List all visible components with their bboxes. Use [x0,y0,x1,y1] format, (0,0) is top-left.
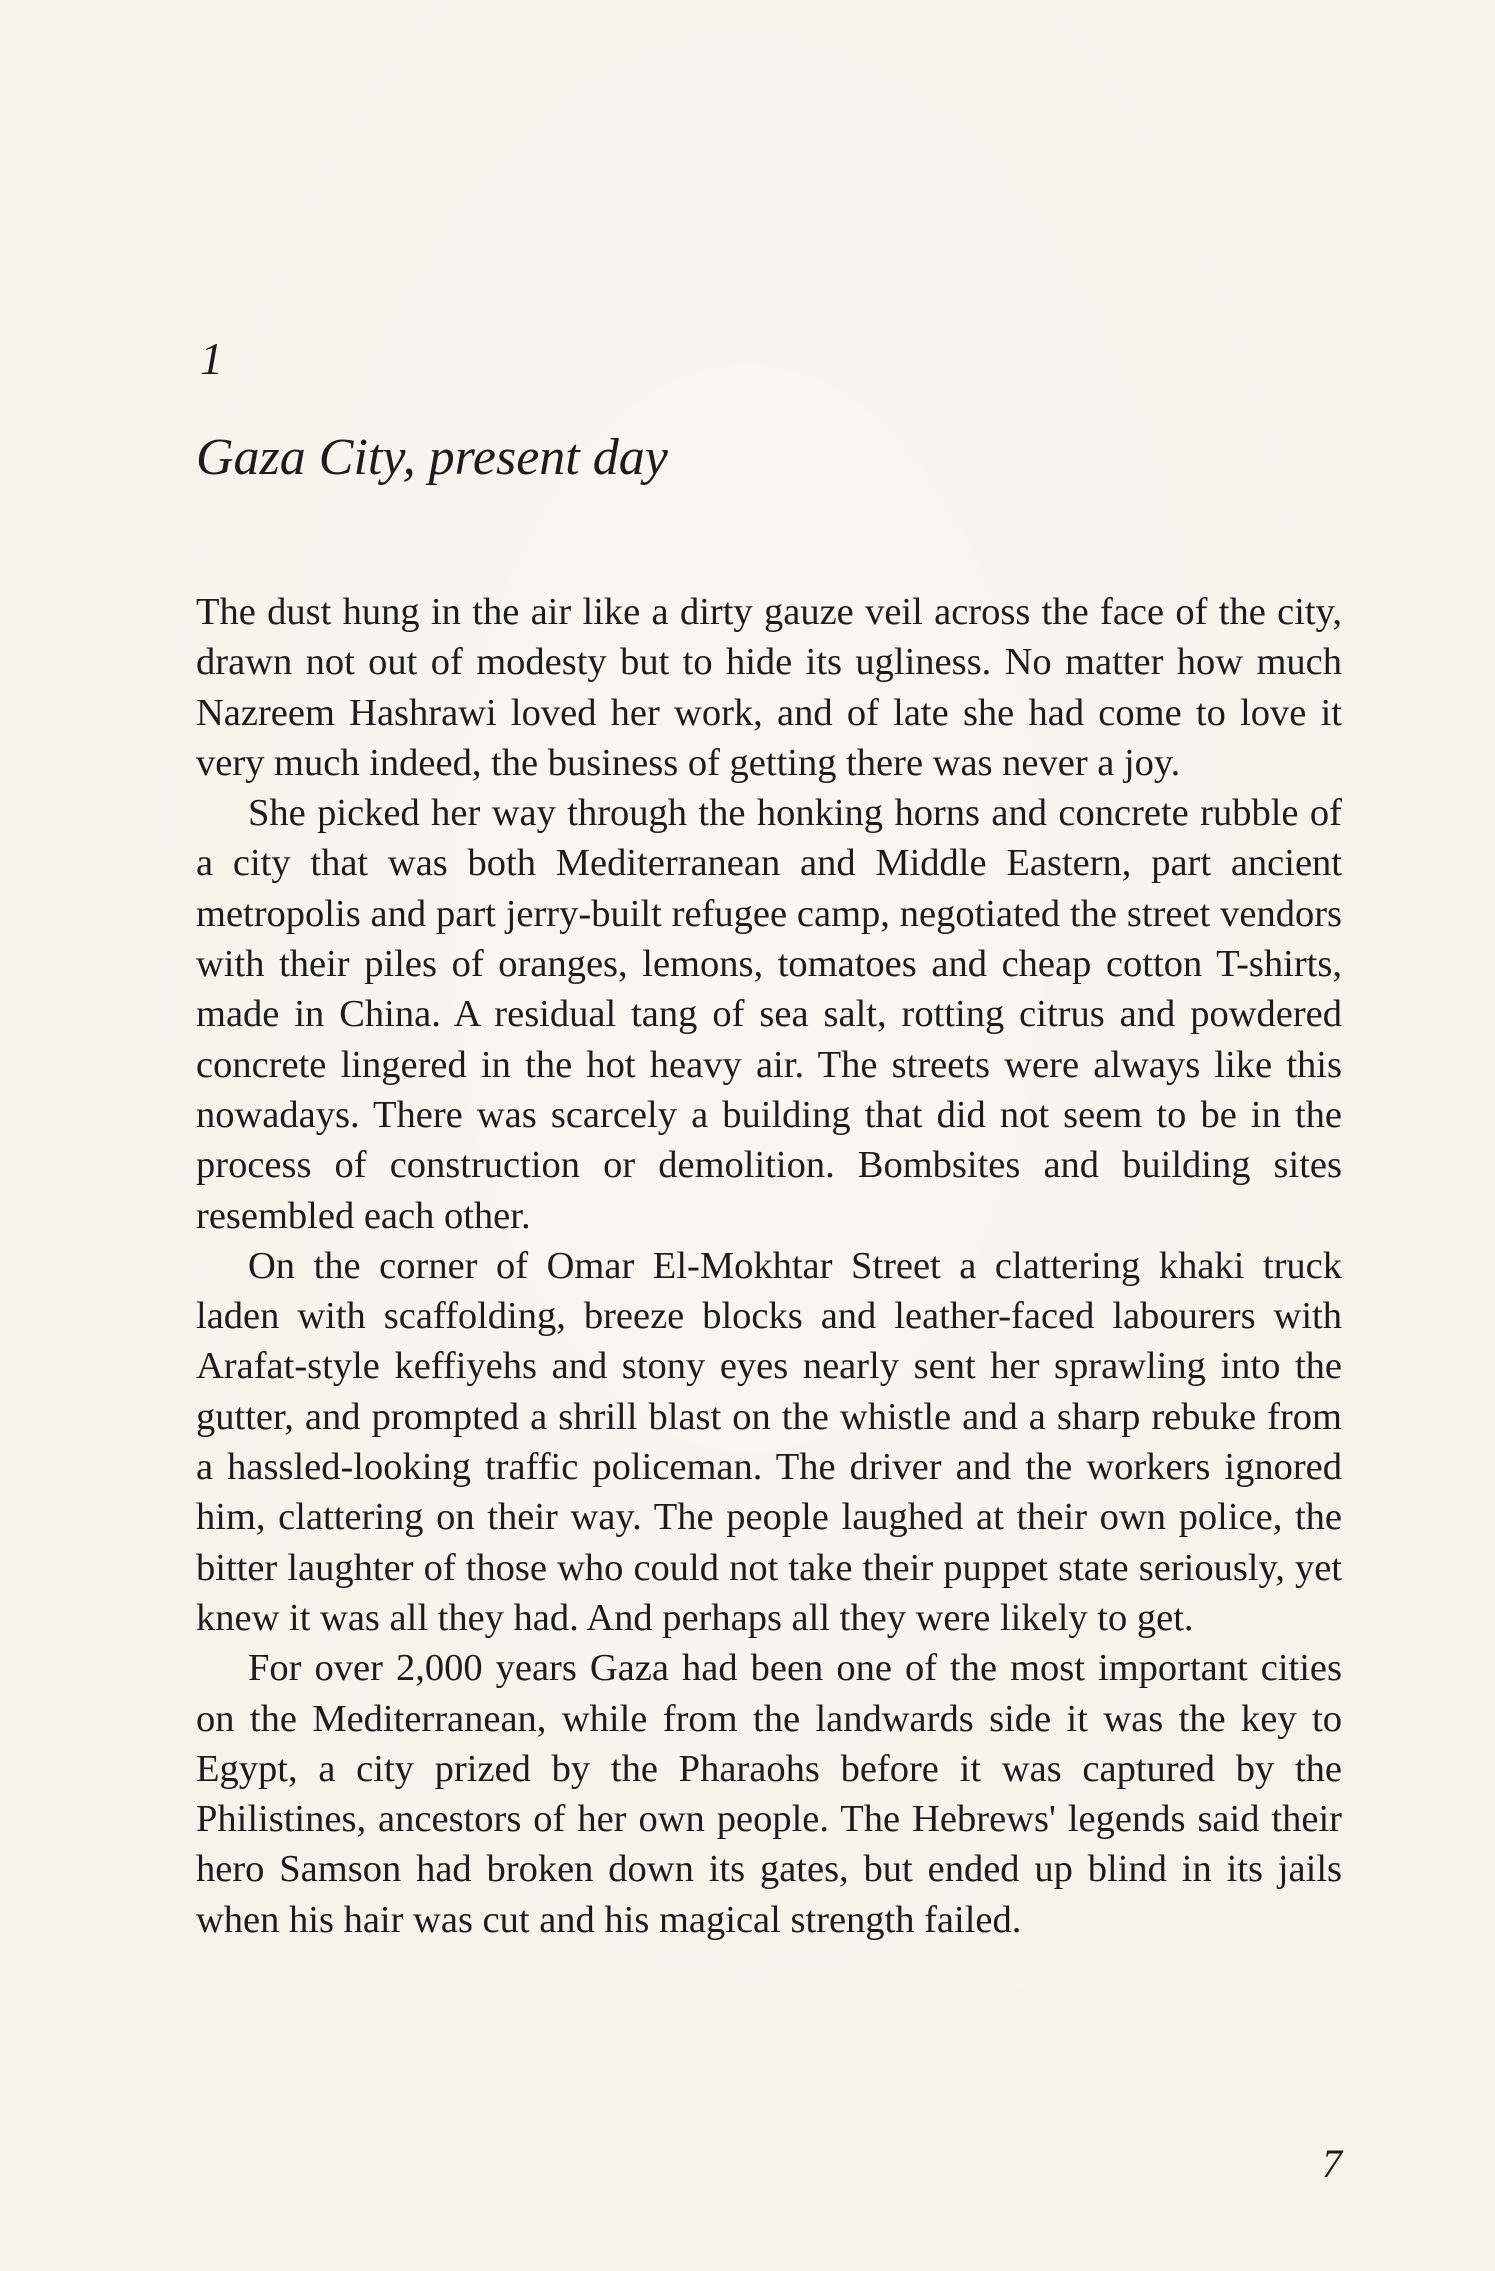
chapter-number: 1 [200,333,223,384]
paragraph: On the corner of Omar El-Mokhtar Street a clattering khaki truck laden with scaffolding, breeze blocks and leather-faced labourers with Arafat-style keffiyehs and stony eyes nearly sent her sprawling into the gutter, and prompted a shrill blast on the whistle and a sharp rebuke from a hassled-looking traffic policeman. The driver and the workers ignored him, clattering on their way. The people laughed at their own police, the bitter laughter of those who could not take their puppet state seriously, yet knew it was all they had. And perhaps all they were likely to get. [196,1244,1342,1639]
paragraph: For over 2,000 years Gaza had been one of the most important cities on the Mediterranean, while from the landwards side it was the key to Egypt, a city prized by the Pharaohs before it was captured by the Philistines, ancestors of her own people. The Hebrews' legends said their hero Samson had broken down its gates, but ended up blind in its jails when his hair was cut and his magical strength failed. [196,1647,1342,1941]
paragraph: The dust hung in the air like a dirty gauze veil across the face of the city, drawn not out of modesty but to hide its ugliness. No matter how much Nazreem Hashrawi loved her work, and of late she had come to love it very much indeed, the business of getting there was never a joy. [196,591,1342,784]
chapter-title: Gaza City, present day [196,429,668,486]
page-number: 7 [1322,2141,1342,2186]
paragraph: She picked her way through the honking horns and concrete rubble of a city that was both Mediterranean and Middle Eastern, part ancient metropolis and part jerry-built refugee camp, negotiated the street vendors with their piles of oranges, lemons, tomatoes and cheap cotton T-shirts, made in China. A residual tang of sea salt, rotting citrus and powdered concrete lingered in the hot heavy air. The streets were always like this nowadays. There was scarcely a building that did not seem to be in the process of construction or demolition. Bombsites and building sites resembled each other. [196,792,1342,1237]
body-text [196,587,1342,1945]
